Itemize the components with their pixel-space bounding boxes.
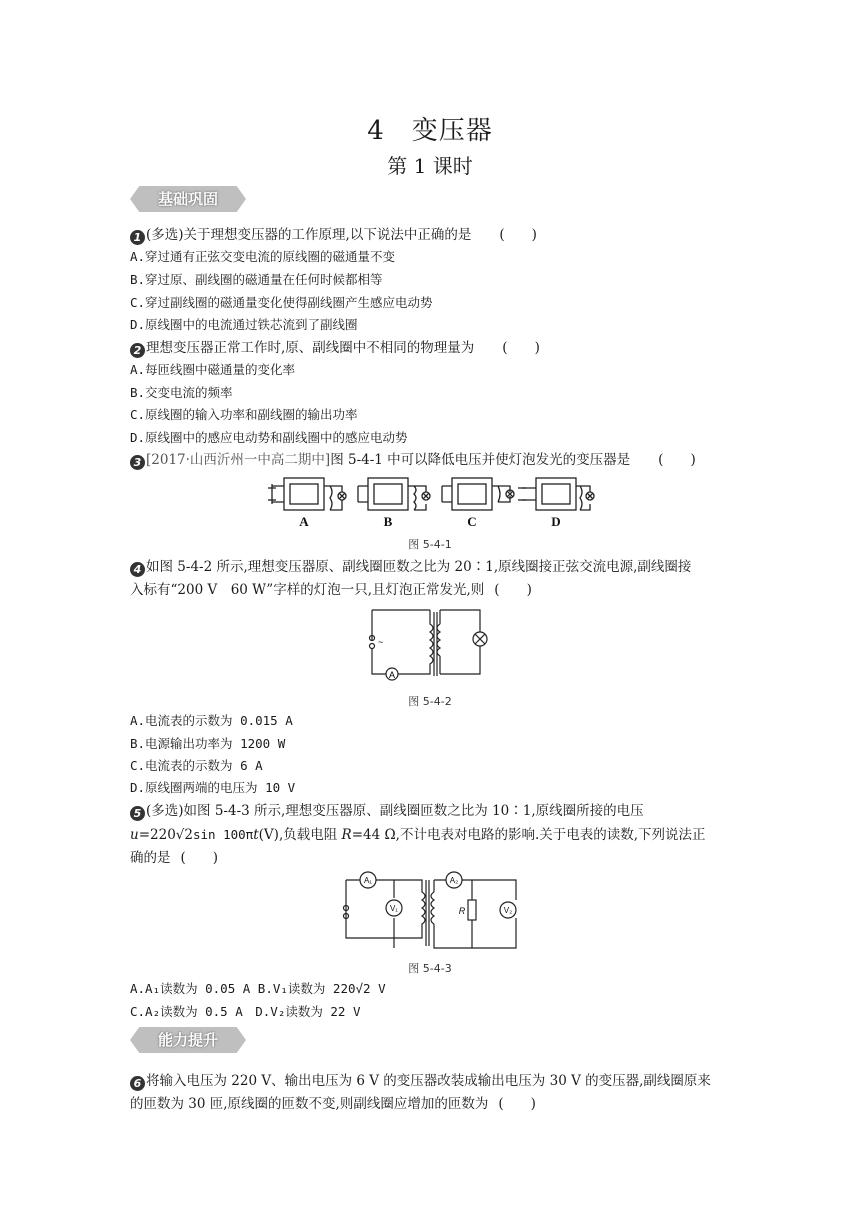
q6-stem-line-2 [130,1095,536,1113]
q4-option-c: C.电流表的示数为 6 A [130,758,263,773]
q4-stem-line-1 [130,558,691,577]
q6-stem-1: 将输入电压为 220 V、输出电压为 6 V 的变压器改装成输出电压为 30 V 的变压器,副线圈原来 [146,1073,711,1089]
figure-5-4-1-label-c: C [467,514,477,529]
q1-answer-paren: ( ) [499,227,537,243]
q5-u-expr-a: =220 [138,827,176,843]
q6-stem-2: 的匝数为 30 匝,原线圈的匝数不变,则副线圈应增加的匝数为 [130,1096,489,1112]
q1-option-c: C.穿过副线圈的磁通量变化使得副线圈产生感应电动势 [130,295,433,310]
q6-number-badge: 6 [130,1076,145,1091]
q5-stem-3: 确的是 [130,850,171,866]
figure-5-4-1-caption: 图 5-4-1 [408,538,452,551]
q2-option-a: A.每匝线圈中磁通量的变化率 [130,362,296,377]
q1-option-b: B.穿过原、副线圈的磁通量在任何时候都相等 [130,272,383,287]
section-banner-basic-label: 基础巩固 [157,190,218,208]
q3-source: [2017·山西沂州一中高二期中] [146,452,331,468]
q4-stem-line-2 [130,581,532,599]
q5-u-expr-d: =44 Ω,不计电表对电路的影响.关于电表的读数,下列说法正 [351,827,706,843]
section-banner-basic [130,186,246,212]
q5-r-variable: R [341,827,352,843]
q1-option-a: A.穿过通有正弦交变电流的原线圈的磁通量不变 [130,249,396,264]
q3-number-badge: 3 [130,455,145,470]
figure-5-4-1-transformer-b [358,478,430,510]
q2-stem-line [130,339,540,358]
figure-5-4-1-transformer-c [442,478,514,510]
section-banner-advanced [130,1027,246,1053]
page-subtitle: 第 1 课时 [387,154,473,178]
q5-t-variable: t [253,827,259,843]
q3-stem-line [130,451,696,470]
figure-5-4-1-transformer-d [518,478,594,510]
figure-5-4-3 [338,870,524,952]
q4-stem-2: 入标有“200 V 60 W”字样的灯泡一只,且灯泡正常发光,则 [130,582,485,598]
q4-option-b: B.电源输出功率为 1200 W [130,736,286,751]
q5-stem-line-3 [130,849,218,867]
page-title: 4 变压器 [367,116,493,146]
q2-option-b: B.交变电流的频率 [130,385,233,400]
figure-5-4-3-caption: 图 5-4-3 [408,962,452,975]
q3-stem: 图 5-4-1 中可以降低电压并使灯泡发光的变压器是 [330,452,631,468]
q5-u-expr-b: sin 100π [193,827,254,842]
figure-5-4-3-a1-label: A₁ [363,876,373,885]
q5-stem-1: (多选)如图 5-4-3 所示,理想变压器原、副线圈匝数之比为 10∶1,原线圈所接的电压 [146,803,644,819]
figure-5-4-2-source-symbol: ~ [378,637,384,647]
figure-5-4-3-r-label: R [458,906,466,916]
q5-stem-line-1 [130,802,644,821]
q5-u-variable: u [130,827,139,843]
q3-answer-paren: ( ) [658,452,696,468]
q1-option-d: D.原线圈中的电流通过铁芯流到了副线圈 [130,317,358,332]
figure-5-4-2 [364,604,500,684]
q2-option-c: C.原线圈的输入功率和副线圈的输出功率 [130,407,358,422]
q2-number-badge: 2 [130,343,145,358]
q4-number-badge: 4 [130,562,145,577]
q5-options-line-2: C.A₂读数为 0.5 A D.V₂读数为 22 V [130,1004,361,1019]
figure-5-4-1 [266,474,596,530]
q5-stem-line-2 [130,826,706,844]
q1-stem-line [130,226,537,245]
q6-stem-line-1 [130,1072,711,1091]
q1-number-badge: 1 [130,230,145,245]
q4-answer-paren: ( ) [494,582,532,598]
q4-option-a: A.电流表的示数为 0.015 A [130,713,293,728]
figure-5-4-1-transformer-a [268,478,346,510]
figure-5-4-2-ammeter-label: A [388,670,396,680]
q4-option-d: D.原线圈两端的电压为 10 V [130,780,296,795]
figure-5-4-3-v1-label: V₁ [389,904,399,913]
q2-option-d: D.原线圈中的感应电动势和副线圈中的感应电动势 [130,430,408,445]
q5-answer-paren: ( ) [180,850,219,866]
q2-stem: 理想变压器正常工作时,原、副线圈中不相同的物理量为 [146,340,475,356]
q2-answer-paren: ( ) [502,340,540,356]
q6-answer-paren: ( ) [498,1096,536,1112]
q5-options-line-1: A.A₁读数为 0.05 A B.V₁读数为 220√2 V [130,981,386,996]
q5-number-badge: 5 [130,806,145,821]
figure-5-4-2-caption: 图 5-4-2 [408,695,452,708]
figure-5-4-1-label-d: D [551,514,561,529]
q5-u-expr-c: (V),负载电阻 [258,827,342,843]
q5-u-sqrt: √2 [175,827,193,843]
section-banner-advanced-label: 能力提升 [157,1031,218,1049]
figure-5-4-3-v2-label: V₂ [503,906,513,915]
q4-stem-1: 如图 5-4-2 所示,理想变压器原、副线圈匝数之比为 20∶1,原线圈接正弦交流电源,副线圈接 [146,559,692,575]
figure-5-4-3-a2-label: A₂ [449,876,459,885]
q1-stem: (多选)关于理想变压器的工作原理,以下说法中正确的是 [146,227,472,243]
figure-5-4-1-label-b: B [383,514,393,529]
figure-5-4-1-label-a: A [299,514,309,529]
